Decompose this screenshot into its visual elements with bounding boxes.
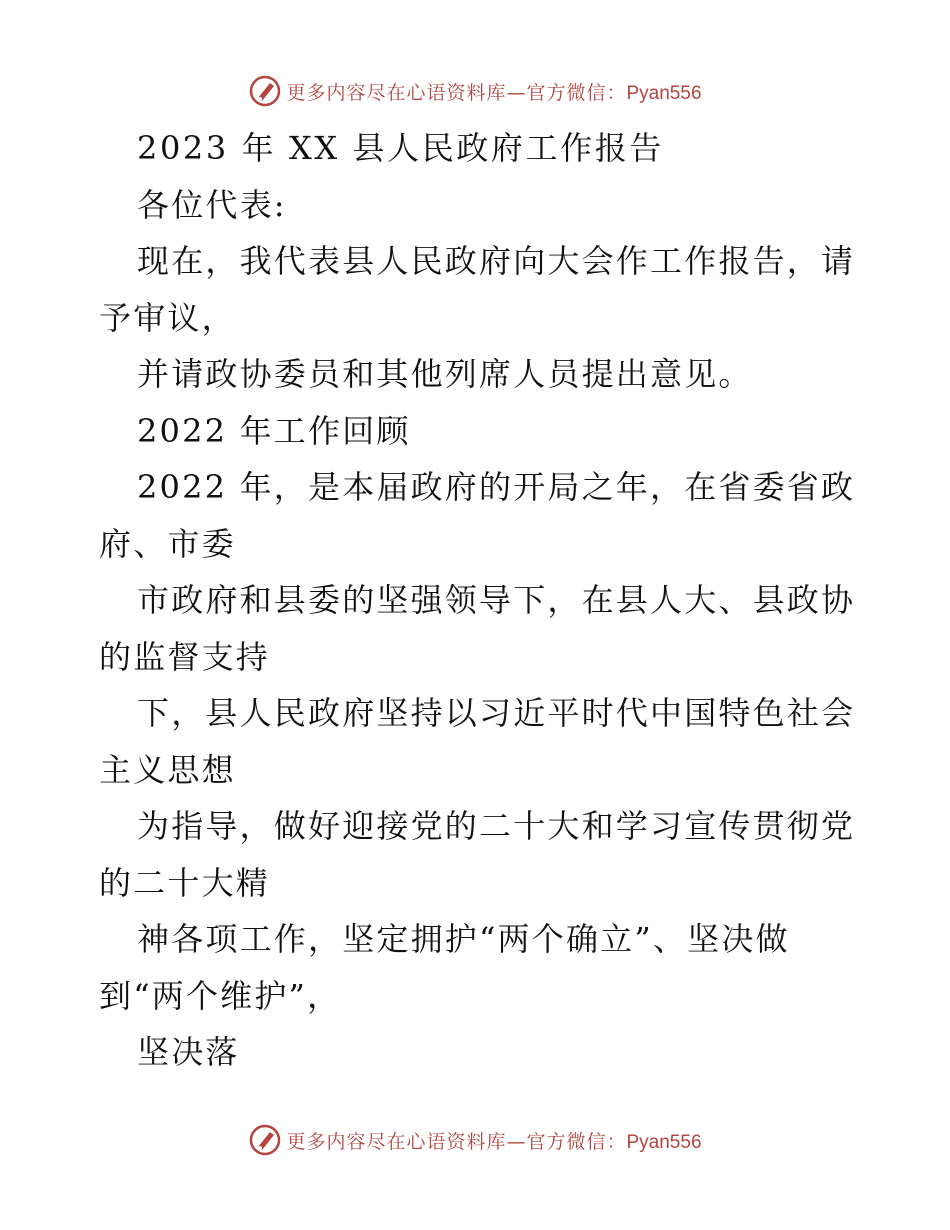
- paragraph: 2022 年，是本届政府的开局之年，在省委省政府、市委: [99, 468, 856, 563]
- watermark-text: 更多内容尽在心语资料库—官方微信：: [286, 1130, 627, 1153]
- paragraph: 坚决落: [137, 1033, 240, 1071]
- watermark-wechat-id: Pyan556: [626, 82, 702, 104]
- document-title: 2023 年 XX 县人民政府工作报告: [137, 129, 664, 167]
- paragraph: 市政府和县委的坚强领导下，在县人大、县政协的监督支持: [99, 581, 856, 676]
- paragraph: 为指导，做好迎接党的二十大和学习宣传贯彻党的二十大精: [99, 807, 856, 902]
- pen-nib-logo-icon: [248, 1123, 282, 1157]
- watermark-wechat-id: Pyan556: [626, 1131, 702, 1153]
- footer-watermark: [0, 1120, 950, 1160]
- document-body: [99, 120, 859, 1081]
- paragraph: 并请政协委员和其他列席人员提出意见。: [137, 355, 753, 393]
- paragraph: 现在，我代表县人民政府向大会作工作报告，请予审议，: [99, 242, 856, 337]
- section-heading: 2022 年工作回顾: [137, 411, 411, 450]
- paragraph: 下，县人民政府坚持以习近平时代中国特色社会主义思想: [99, 694, 856, 789]
- header-watermark: [0, 71, 950, 111]
- salutation: 各位代表:: [137, 185, 287, 224]
- pen-nib-logo-icon: [248, 74, 282, 108]
- paragraph: 神各项工作，坚定拥护“两个确立”、坚决做到“两个维护”，: [99, 920, 790, 1015]
- watermark-text: 更多内容尽在心语资料库—官方微信：: [286, 81, 627, 104]
